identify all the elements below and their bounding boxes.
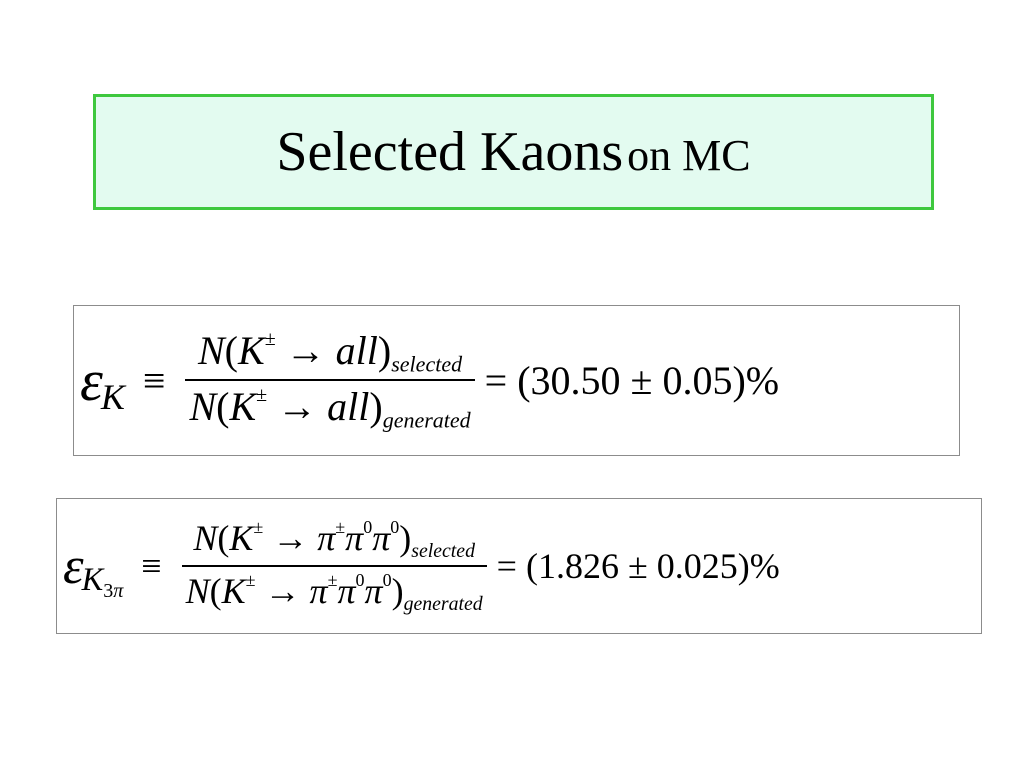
result-value: = (30.50 ± 0.05)% — [484, 358, 780, 403]
numerator: N(K± → all)selected — [197, 328, 463, 377]
title-box — [93, 94, 934, 210]
denominator: N(K± → all)generated — [189, 384, 471, 433]
equation-k3pi-efficiency — [63, 499, 780, 633]
slide-title — [276, 120, 750, 184]
denominator-subscript: generated — [403, 592, 483, 615]
title-suffix: on MC — [627, 131, 751, 180]
fraction — [182, 518, 487, 615]
title-main: Selected Kaons — [276, 121, 624, 183]
numerator-subscript: selected — [391, 351, 463, 377]
epsilon-subscript: K — [100, 376, 125, 417]
equation-box-k3pi-efficiency — [56, 498, 982, 634]
fraction-bar — [185, 379, 474, 381]
equiv-sign: ≡ — [142, 358, 166, 403]
equation-kaon-efficiency — [80, 306, 779, 455]
denominator: $N(K^\pm \to \pi^\pm\pi^0\pi^0)generated$ — [185, 569, 483, 615]
numerator: $N(K^\pm \to \pi^\pm\pi^0\pi^0)selected$ — [193, 516, 475, 562]
fraction-bar — [182, 565, 487, 567]
numerator-subscript: selected — [411, 539, 475, 562]
fraction — [185, 329, 474, 432]
result-value: = (1.826 ± 0.025)% — [496, 546, 780, 586]
epsilon-symbol: ε — [80, 347, 103, 413]
denominator-subscript: generated — [382, 407, 471, 433]
epsilon-symbol: ε — [63, 536, 84, 595]
epsilon-subscript: $K_{3\pi}$ — [81, 562, 124, 603]
equiv-sign: ≡ — [141, 546, 162, 586]
equation-box-kaon-efficiency — [73, 305, 960, 456]
